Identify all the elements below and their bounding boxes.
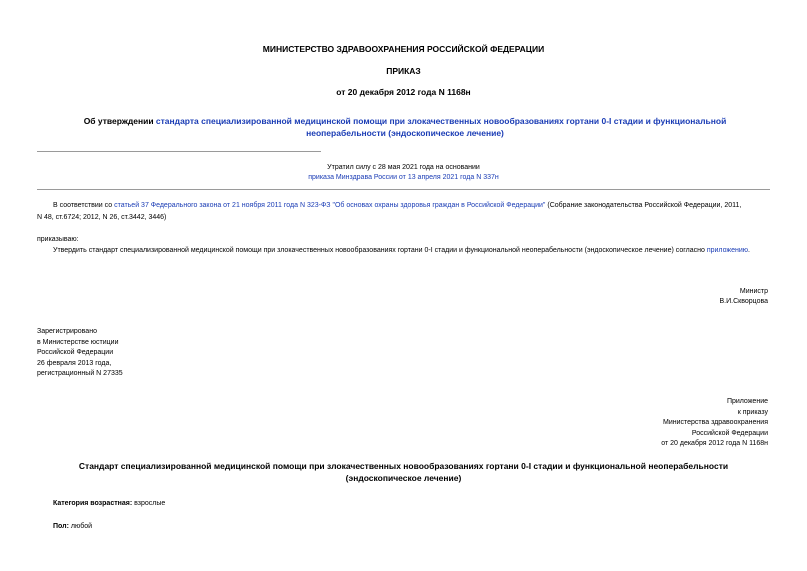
sex-value: любой (70, 523, 93, 530)
preamble-paragraph (37, 201, 770, 212)
signature-name: В.И.Скворцова (719, 298, 768, 305)
order-item-end: . (748, 247, 750, 254)
standard-title-line2: (эндоскопическое лечение) (345, 473, 462, 484)
registration-block (37, 327, 123, 380)
appendix-block (570, 397, 768, 450)
status-link-line (0, 173, 807, 182)
age-category-value: взрослые (134, 500, 166, 507)
appendix-line: Приложение (726, 398, 768, 405)
title-prefix: Об утверждении (83, 116, 156, 126)
sex-row (53, 522, 92, 531)
registration-line: Зарегистрировано (37, 328, 97, 335)
preamble-suffix: (Собрание законодательства Российской Федерации, 2011, (545, 202, 742, 209)
doc-type-heading: ПРИКАЗ (386, 66, 421, 76)
preamble-prefix: В соответствии со (53, 202, 115, 209)
title-standard-link[interactable]: стандарта специализированной медицинской помощи при злокачественных новообразованиях гортани 0-I стадии и функциональной неоперабельности (эндоскопическое лечение) (155, 116, 727, 139)
preamble-line2: N 48, ст.6724; 2012, N 26, ст.3442, 3446) (37, 214, 167, 221)
doc-date-number: от 20 декабря 2012 года N 1168н (336, 87, 471, 97)
order-item (53, 246, 773, 255)
signature-position: Министр (739, 288, 768, 295)
appendix-line: от 20 декабря 2012 года N 1168н (661, 440, 768, 447)
age-category-row (53, 499, 165, 508)
appendix-line: Министерства здравоохранения (663, 419, 768, 426)
registration-line: регистрационный N 27335 (37, 370, 123, 377)
status-repeal-link[interactable]: приказа Минздрава России от 13 апреля 2021 года N 337н (308, 174, 499, 181)
document-title (60, 115, 750, 140)
preamble-law-link[interactable]: статьей 37 Федерального закона от 21 ноября 2011 года N 323-ФЗ "Об основах охраны здоровья граждан в Российской Федерации" (114, 202, 546, 209)
order-word: приказываю: (37, 236, 79, 243)
registration-line: Российской Федерации (37, 349, 114, 356)
order-appendix-link[interactable]: приложению (706, 247, 749, 254)
ministry-heading: МИНИСТЕРСТВО ЗДРАВООХРАНЕНИЯ РОССИЙСКОЙ ФЕДЕРАЦИИ (262, 44, 545, 54)
standard-title (37, 460, 770, 485)
status-bottom-rule (37, 189, 770, 190)
order-item-text: Утвердить стандарт специализированной медицинской помощи при злокачественных новообразованиях гортани 0-I стадии и функциональной неоперабельности (эндоскопическое лечение) согласно (53, 247, 707, 254)
age-category-label: Категория возрастная: (53, 500, 133, 507)
registration-line: в Министерстве юстиции (37, 338, 119, 346)
sex-label: Пол: (53, 523, 69, 530)
status-text: Утратил силу с 28 мая 2021 года на основании (327, 164, 480, 171)
appendix-line: Российской Федерации (691, 429, 768, 437)
standard-title-line1: Стандарт специализированной медицинской помощи при злокачественных новообразованиях гортани 0-I стадии и функциональной неоперабельности (78, 461, 729, 471)
appendix-line: к приказу (737, 408, 768, 416)
status-top-rule (37, 151, 321, 152)
registration-line: 26 февраля 2013 года, (37, 359, 112, 367)
